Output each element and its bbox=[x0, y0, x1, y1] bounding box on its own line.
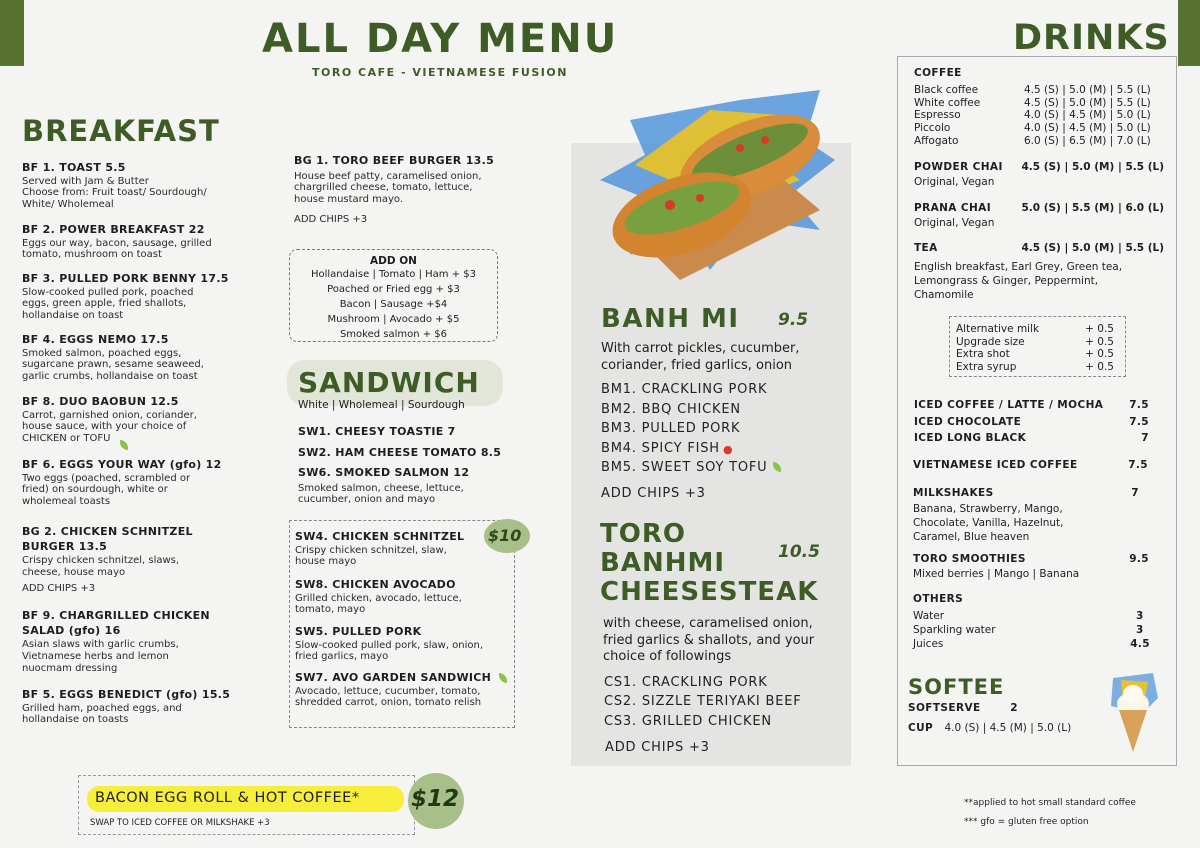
addon-title: ADD ON bbox=[370, 255, 417, 267]
drink-row bbox=[914, 414, 1149, 431]
item-extra: ADD CHIPS +3 bbox=[22, 582, 96, 594]
menu-item bbox=[22, 224, 262, 261]
page-subtitle: TORO CAFE - VIETNAMESE FUSION bbox=[312, 66, 568, 79]
item-desc: Two eggs (poached, scrambled or fried) on sourdough, white or wholemeal toasts bbox=[22, 472, 191, 508]
banhmi-item: BM3. PULLED PORK bbox=[601, 421, 741, 436]
banhmi-item: BM1. CRACKLING PORK bbox=[601, 382, 768, 397]
drink-desc: Original, Vegan bbox=[914, 216, 995, 229]
drink-name: MILKSHAKES bbox=[913, 487, 994, 499]
sandwich-heading: SANDWICH bbox=[298, 366, 480, 399]
drink-price: 9.5 bbox=[1129, 553, 1149, 565]
drink-price: 4.0 (S) | 4.5 (M) | 5.0 (L) bbox=[944, 722, 1072, 734]
drink-name: White coffee bbox=[914, 96, 981, 109]
drink-price: 4.5 bbox=[1130, 637, 1150, 650]
drinks-heading: DRINKS bbox=[1013, 18, 1170, 58]
drink-name: Sparkling water bbox=[913, 623, 996, 636]
cheesesteak-price: 10.5 bbox=[778, 542, 820, 562]
drink-desc: Mixed berries | Mango | Banana bbox=[913, 567, 1080, 580]
menu-item bbox=[22, 396, 262, 445]
item-desc: Avocado, lettuce, cucumber, tomato, shredded carrot, onion, tomato relish bbox=[295, 685, 482, 709]
drink-name: PRANA CHAI bbox=[914, 202, 992, 214]
milkshake-section bbox=[913, 487, 1139, 544]
addon-line: Hollandaise | Tomato | Ham + $3 bbox=[310, 269, 476, 280]
cheesesteak-extra: ADD CHIPS +3 bbox=[605, 740, 710, 755]
combo-price: $12 bbox=[411, 786, 460, 812]
menu-item bbox=[298, 426, 538, 440]
cheesesteak-item: CS2. SIZZLE TERIYAKI BEEF bbox=[604, 694, 802, 709]
prana-section bbox=[914, 202, 1164, 230]
drink-name: Piccolo bbox=[914, 122, 951, 135]
extra-price: + 0.5 bbox=[1085, 335, 1114, 348]
addon-line: Bacon | Sausage +$4 bbox=[339, 299, 448, 310]
drink-price: 4.5 (S) | 5.0 (M) | 5.5 (L) bbox=[1021, 161, 1164, 173]
extra-row bbox=[956, 348, 1114, 361]
banhmi-item: BM4. SPICY FISH bbox=[601, 441, 720, 456]
drink-row bbox=[914, 122, 1159, 135]
extra-name: Alternative milk bbox=[956, 323, 1040, 335]
item-desc: Slow-cooked pulled pork, poached eggs, green apple, fried shallots, hollandaise on toast bbox=[22, 286, 194, 322]
banhmi-item: BM2. BBQ CHICKEN bbox=[601, 402, 741, 417]
addon-line: Mushroom | Avocado + $5 bbox=[327, 314, 460, 325]
menu-item bbox=[22, 608, 262, 674]
drink-price: 7.5 bbox=[1128, 459, 1148, 471]
item-desc: Carrot, garnished onion, coriander, house sauce, with your choice of CHICKEN or TOFU bbox=[22, 409, 197, 445]
drink-price: 4.5 (S) | 5.0 (M) | 5.5 (L) bbox=[1024, 83, 1151, 96]
banhmi-price: 9.5 bbox=[778, 310, 809, 330]
drink-name: Espresso bbox=[914, 109, 961, 122]
drink-desc: Original, Vegan bbox=[914, 175, 995, 188]
extra-row bbox=[956, 323, 1114, 336]
item-extra: ADD CHIPS +3 bbox=[294, 213, 368, 225]
menu-item bbox=[298, 467, 538, 506]
corner-accent-right bbox=[1178, 0, 1200, 66]
menu-item bbox=[298, 447, 538, 461]
item-name: BF 8. DUO BAOBUN 12.5 bbox=[22, 395, 179, 408]
drink-row bbox=[913, 459, 1148, 472]
drink-price: 7 bbox=[1131, 487, 1139, 499]
softee-heading: SOFTEE bbox=[908, 675, 1005, 699]
menu-item bbox=[22, 524, 262, 594]
item-name: BF 2. POWER BREAKFAST 22 bbox=[22, 223, 205, 236]
iced-section bbox=[914, 397, 1149, 447]
item-name: SW1. CHEESY TOASTIE 7 bbox=[298, 425, 456, 438]
drink-price: 7.5 bbox=[1129, 399, 1149, 411]
extra-price: + 0.5 bbox=[1085, 323, 1114, 335]
extra-name: Upgrade size bbox=[956, 335, 1025, 348]
extra-name: Extra shot bbox=[956, 348, 1010, 360]
item-name: BF 4. EGGS NEMO 17.5 bbox=[22, 333, 169, 346]
drink-name: POWDER CHAI bbox=[914, 161, 1003, 173]
item-desc: Asian slaws with garlic crumbs, Vietnamese herbs and lemon nuocmam dressing bbox=[22, 639, 179, 674]
drink-row bbox=[914, 397, 1149, 414]
item-desc: Grilled chicken, avocado, lettuce, tomato, mayo bbox=[295, 592, 462, 616]
menu-item bbox=[22, 689, 262, 726]
drink-price: 4.0 (S) | 4.5 (M) | 5.0 (L) bbox=[1024, 109, 1151, 122]
extra-price: + 0.5 bbox=[1085, 348, 1114, 360]
drink-row bbox=[913, 637, 1150, 651]
item-name: SW5. PULLED PORK bbox=[295, 625, 422, 638]
drink-name: SOFTSERVE bbox=[908, 702, 981, 714]
item-desc: Smoked salmon, cheese, lettuce, cucumber, onion and mayo bbox=[298, 482, 464, 506]
drink-desc: Banana, Strawberry, Mango, Chocolate, Vanilla, Hazelnut, Caramel, Blue heaven bbox=[913, 502, 1064, 543]
item-name: SW6. SMOKED SALMON 12 bbox=[298, 466, 470, 479]
drink-name: Affogato bbox=[914, 134, 959, 147]
cheesesteak-heading-line: BANHMI bbox=[600, 548, 726, 578]
extra-name: Extra syrup bbox=[956, 360, 1017, 373]
item-desc: Crispy chicken schnitzel, slaw, house mayo bbox=[295, 544, 447, 568]
item-name: BF 9. CHARGRILLED CHICKEN SALAD (gfo) 16 bbox=[22, 609, 210, 637]
coffee-title: COFFEE bbox=[914, 67, 962, 79]
drink-price: 6.0 (S) | 6.5 (M) | 7.0 (L) bbox=[1024, 134, 1151, 147]
banhmi-item: BM5. SWEET SOY TOFU bbox=[601, 460, 768, 475]
item-name: SW2. HAM CHEESE TOMATO 8.5 bbox=[298, 446, 502, 459]
corner-accent-left bbox=[0, 0, 24, 66]
drink-price: 4.5 (S) | 5.0 (M) | 5.5 (L) bbox=[1021, 242, 1164, 254]
item-desc: Eggs our way, bacon, sausage, grilled tomato, mushroom on toast bbox=[22, 237, 212, 261]
menu-item bbox=[22, 459, 262, 508]
others-title: OTHERS bbox=[913, 593, 964, 605]
item-name: BF 5. EGGS BENEDICT (gfo) 15.5 bbox=[22, 688, 231, 701]
cup-row bbox=[908, 722, 1088, 735]
drink-row bbox=[913, 609, 1150, 623]
item-name: BF 3. PULLED PORK BENNY 17.5 bbox=[22, 272, 229, 285]
drink-price: 5.0 (S) | 5.5 (M) | 6.0 (L) bbox=[1021, 202, 1164, 214]
drink-name: Water bbox=[913, 609, 945, 622]
softserve-row bbox=[908, 702, 1018, 715]
menu-item bbox=[22, 334, 262, 383]
item-name: SW7. AVO GARDEN SANDWICH bbox=[295, 671, 492, 684]
item-name: BF 6. EGGS YOUR WAY (gfo) 12 bbox=[22, 458, 222, 471]
drink-name: Juices bbox=[913, 637, 944, 650]
drink-row bbox=[913, 623, 1150, 637]
drink-row bbox=[914, 135, 1159, 148]
item-desc: Smoked salmon, poached eggs, sugarcane prawn, sesame seaweed, garlic crumbs, hollandaise on toast bbox=[22, 347, 204, 383]
item-desc: Crispy chicken schnitzel, slaws, cheese, house mayo bbox=[22, 555, 180, 578]
drink-price: 4.0 (S) | 4.5 (M) | 5.0 (L) bbox=[1024, 122, 1151, 135]
menu-item bbox=[295, 626, 535, 663]
extra-price: + 0.5 bbox=[1085, 360, 1114, 373]
others-section bbox=[913, 593, 1150, 651]
footnote: **applied to hot small standard coffee bbox=[964, 798, 1136, 808]
extra-row bbox=[956, 336, 1114, 349]
drink-price: 2 bbox=[1010, 702, 1018, 714]
menu-item-burger bbox=[294, 155, 534, 226]
item-name: BG 1. TORO BEEF BURGER 13.5 bbox=[294, 154, 495, 167]
menu-item bbox=[295, 531, 535, 568]
cheesesteak-item: CS3. GRILLED CHICKEN bbox=[604, 714, 772, 729]
item-desc: Served with Jam & Butter Choose from: Fruit toast/ Sourdough/ White/ Wholemeal bbox=[22, 175, 207, 211]
chili-icon: ● bbox=[723, 443, 733, 456]
combo-deal-sub: SWAP TO ICED COFFEE OR MILKSHAKE +3 bbox=[90, 818, 270, 828]
addon-box bbox=[289, 249, 498, 342]
deal-price: $10 bbox=[488, 526, 522, 545]
banhmi-desc: With carrot pickles, cucumber, coriander, fried garlics, onion bbox=[601, 341, 800, 373]
drink-price: 7.5 bbox=[1129, 415, 1149, 428]
item-name: BF 1. TOAST 5.5 bbox=[22, 161, 126, 174]
drink-name: ICED CHOCOLATE bbox=[914, 415, 1022, 428]
cheesesteak-desc: with cheese, caramelised onion, fried garlics & shallots, and your choice of followings bbox=[603, 616, 815, 664]
sandwich-subtitle: White | Wholemeal | Sourdough bbox=[298, 399, 465, 411]
drink-name: VIETNAMESE ICED COFFEE bbox=[913, 459, 1078, 471]
footnote: *** gfo = gluten free option bbox=[964, 817, 1089, 827]
drink-name: ICED LONG BLACK bbox=[914, 432, 1027, 444]
page-title: ALL DAY MENU bbox=[262, 16, 619, 62]
drink-price: 3 bbox=[1136, 623, 1144, 636]
tea-section bbox=[914, 242, 1164, 302]
drink-name: ICED COFFEE / LATTE / MOCHA bbox=[914, 399, 1104, 411]
menu-item bbox=[22, 162, 262, 211]
cheesesteak-item: CS1. CRACKLING PORK bbox=[604, 675, 768, 690]
drink-name: Black coffee bbox=[914, 83, 979, 96]
item-name: SW8. CHICKEN AVOCADO bbox=[295, 578, 456, 591]
drink-row bbox=[914, 84, 1159, 97]
coffee-section bbox=[914, 67, 1159, 148]
menu-item bbox=[22, 273, 262, 322]
menu-item bbox=[295, 579, 535, 616]
smoothie-section bbox=[913, 553, 1149, 581]
banhmi-extra: ADD CHIPS +3 bbox=[601, 486, 706, 501]
addon-line: Smoked salmon + $6 bbox=[339, 329, 448, 340]
breakfast-heading: BREAKFAST bbox=[22, 114, 220, 148]
item-desc: Slow-cooked pulled pork, slaw, onion, fried garlics, mayo bbox=[295, 639, 484, 663]
drink-price: 3 bbox=[1136, 609, 1144, 622]
item-name: BG 2. CHICKEN SCHNITZEL BURGER 13.5 bbox=[22, 525, 193, 553]
combo-deal-text: BACON EGG ROLL & HOT COFFEE* bbox=[95, 790, 360, 806]
cheesesteak-heading-line: TORO bbox=[600, 519, 686, 549]
extra-row bbox=[956, 361, 1114, 374]
addon-line: Poached or Fried egg + $3 bbox=[327, 284, 460, 295]
cheesesteak-heading-line: CHEESESTEAK bbox=[600, 577, 819, 607]
drink-price: 7 bbox=[1141, 432, 1149, 444]
drink-price: 4.5 (S) | 5.0 (M) | 5.5 (L) bbox=[1024, 96, 1151, 109]
drink-name: TORO SMOOTHIES bbox=[913, 553, 1026, 565]
drink-desc: English breakfast, Earl Grey, Green tea, Lemongrass & Ginger, Peppermint, Chamomile bbox=[914, 260, 1123, 301]
drink-row bbox=[914, 97, 1159, 110]
banhmi-photo bbox=[590, 80, 840, 290]
item-desc: Grilled ham, poached eggs, and hollandaise on toasts bbox=[22, 702, 182, 726]
banhmi-heading: BANH MI bbox=[601, 304, 740, 334]
extras-list bbox=[956, 323, 1114, 373]
drink-name: TEA bbox=[914, 242, 938, 254]
drink-row bbox=[914, 109, 1159, 122]
item-desc: House beef patty, caramelised onion, chargrilled cheese, tomato, lettuce, house mustard mayo. bbox=[294, 170, 482, 206]
chai-section bbox=[914, 161, 1164, 189]
drink-name: CUP bbox=[908, 722, 934, 734]
item-name: SW4. CHICKEN SCHNITZEL bbox=[295, 530, 465, 543]
ice-cream-icon bbox=[1103, 668, 1163, 754]
drink-row bbox=[914, 430, 1149, 447]
